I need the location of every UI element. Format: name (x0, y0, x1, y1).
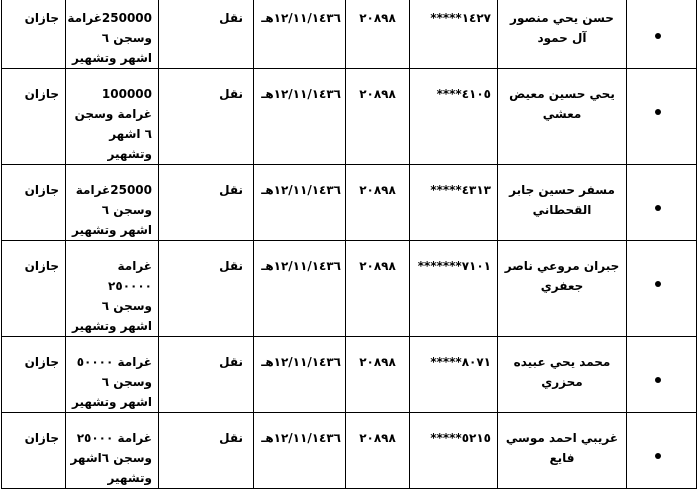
region-cell (2, 0, 66, 69)
date-text: ١٢/١١/١٤٣٦هـ (261, 87, 341, 101)
id-text: ١٤٢٧***** (430, 11, 491, 25)
number-text: ٢٠٨٩٨ (359, 259, 396, 273)
region-cell (2, 241, 66, 337)
crime-text: نقل (219, 183, 243, 197)
table-row (2, 0, 697, 69)
number-cell (346, 337, 410, 413)
date-cell (254, 241, 346, 337)
crime-cell (159, 241, 254, 337)
violators-table (1, 0, 697, 489)
penalty-text: 100000 غرامة وسجن ٦ اشهر وتشهير (74, 87, 152, 161)
name-cell (498, 413, 627, 489)
number-text: ٢٠٨٩٨ (359, 87, 396, 101)
name-cell (498, 0, 627, 69)
table-row (2, 241, 697, 337)
crime-cell (159, 69, 254, 165)
bullet-cell (627, 337, 697, 413)
penalty-cell (66, 0, 159, 69)
bullet-icon (655, 205, 661, 211)
bullet-cell (627, 241, 697, 337)
region-text: جازان (24, 355, 59, 369)
date-cell (254, 337, 346, 413)
crime-cell (159, 165, 254, 241)
date-text: ١٢/١١/١٤٣٦هـ (261, 431, 341, 445)
date-cell (254, 413, 346, 489)
number-text: ٢٠٨٩٨ (359, 355, 396, 369)
region-text: جازان (24, 183, 59, 197)
crime-text: نقل (219, 87, 243, 101)
date-text: ١٢/١١/١٤٣٦هـ (261, 11, 341, 25)
date-cell (254, 69, 346, 165)
bullet-cell (627, 165, 697, 241)
bullet-cell (627, 69, 697, 165)
id-cell (410, 241, 498, 337)
id-text: ٨٠٧١***** (430, 355, 491, 369)
penalty-cell (66, 413, 159, 489)
bullet-icon (655, 281, 661, 287)
penalty-cell (66, 337, 159, 413)
penalty-cell (66, 241, 159, 337)
number-cell (346, 69, 410, 165)
number-text: ٢٠٨٩٨ (359, 183, 396, 197)
name-text: حسن يحي منصور آل حمود (510, 11, 614, 45)
table-row (2, 413, 697, 489)
penalty-text: 25000غرامة وسجن ٦ اشهر وتشهير (72, 183, 152, 237)
table-row (2, 337, 697, 413)
region-cell (2, 413, 66, 489)
name-cell (498, 337, 627, 413)
date-text: ١٢/١١/١٤٣٦هـ (261, 183, 341, 197)
date-text: ١٢/١١/١٤٣٦هـ (261, 259, 341, 273)
penalty-text: 250000غرامة وسجن ٦ اشهر وتشهير (67, 11, 152, 65)
crime-text: نقل (219, 11, 243, 25)
name-text: غريبي احمد موسي فايع (505, 431, 619, 465)
region-cell (2, 69, 66, 165)
date-text: ١٢/١١/١٤٣٦هـ (261, 355, 341, 369)
table-row (2, 165, 697, 241)
bullet-icon (655, 377, 661, 383)
id-text: ٥٢١٥***** (430, 431, 491, 445)
id-cell (410, 413, 498, 489)
region-text: جازان (24, 259, 59, 273)
name-cell (498, 165, 627, 241)
crime-cell (159, 0, 254, 69)
number-cell (346, 413, 410, 489)
penalty-cell (66, 69, 159, 165)
id-text: ٤١٠٥**** (436, 87, 491, 101)
name-cell (498, 69, 627, 165)
name-text: يحي حسين معيض معشي (509, 87, 615, 121)
crime-text: نقل (219, 431, 243, 445)
number-cell (346, 241, 410, 337)
region-text: جازان (24, 431, 59, 445)
number-text: ٢٠٨٩٨ (359, 11, 396, 25)
crime-text: نقل (219, 259, 243, 273)
crime-text: نقل (219, 355, 243, 369)
number-text: ٢٠٨٩٨ (359, 431, 396, 445)
penalty-text: غرامة ٢٥٠٠٠٠ وسجن ٦ اشهر وتشهير (72, 259, 152, 333)
bullet-icon (655, 33, 661, 39)
number-cell (346, 165, 410, 241)
date-cell (254, 165, 346, 241)
date-cell (254, 0, 346, 69)
penalty-text: غرامة ٢٥٠٠٠ وسجن ٦اشهر وتشهير (70, 431, 152, 485)
crime-cell (159, 337, 254, 413)
penalty-cell (66, 165, 159, 241)
number-cell (346, 0, 410, 69)
name-text: محمد يحي عبيده محزري (513, 355, 611, 389)
id-cell (410, 337, 498, 413)
id-cell (410, 69, 498, 165)
crime-cell (159, 413, 254, 489)
bullet-icon (655, 109, 661, 115)
name-text: جبران مروعي ناصر جعفري (504, 259, 620, 293)
id-text: ٤٣١٣***** (430, 183, 491, 197)
id-cell (410, 165, 498, 241)
region-text: جازان (24, 87, 59, 101)
id-cell (410, 0, 498, 69)
bullet-cell (627, 413, 697, 489)
table-row (2, 69, 697, 165)
region-cell (2, 165, 66, 241)
name-cell (498, 241, 627, 337)
bullet-cell (627, 0, 697, 69)
name-text: مسفر حسين جابر القحطاني (509, 183, 615, 217)
region-cell (2, 337, 66, 413)
bullet-icon (655, 453, 661, 459)
region-text: جازان (24, 11, 59, 25)
id-text: ٧١٠١******* (417, 259, 491, 273)
penalty-text: غرامة ٥٠٠٠٠ وسجن ٦ اشهر وتشهير (72, 355, 152, 409)
